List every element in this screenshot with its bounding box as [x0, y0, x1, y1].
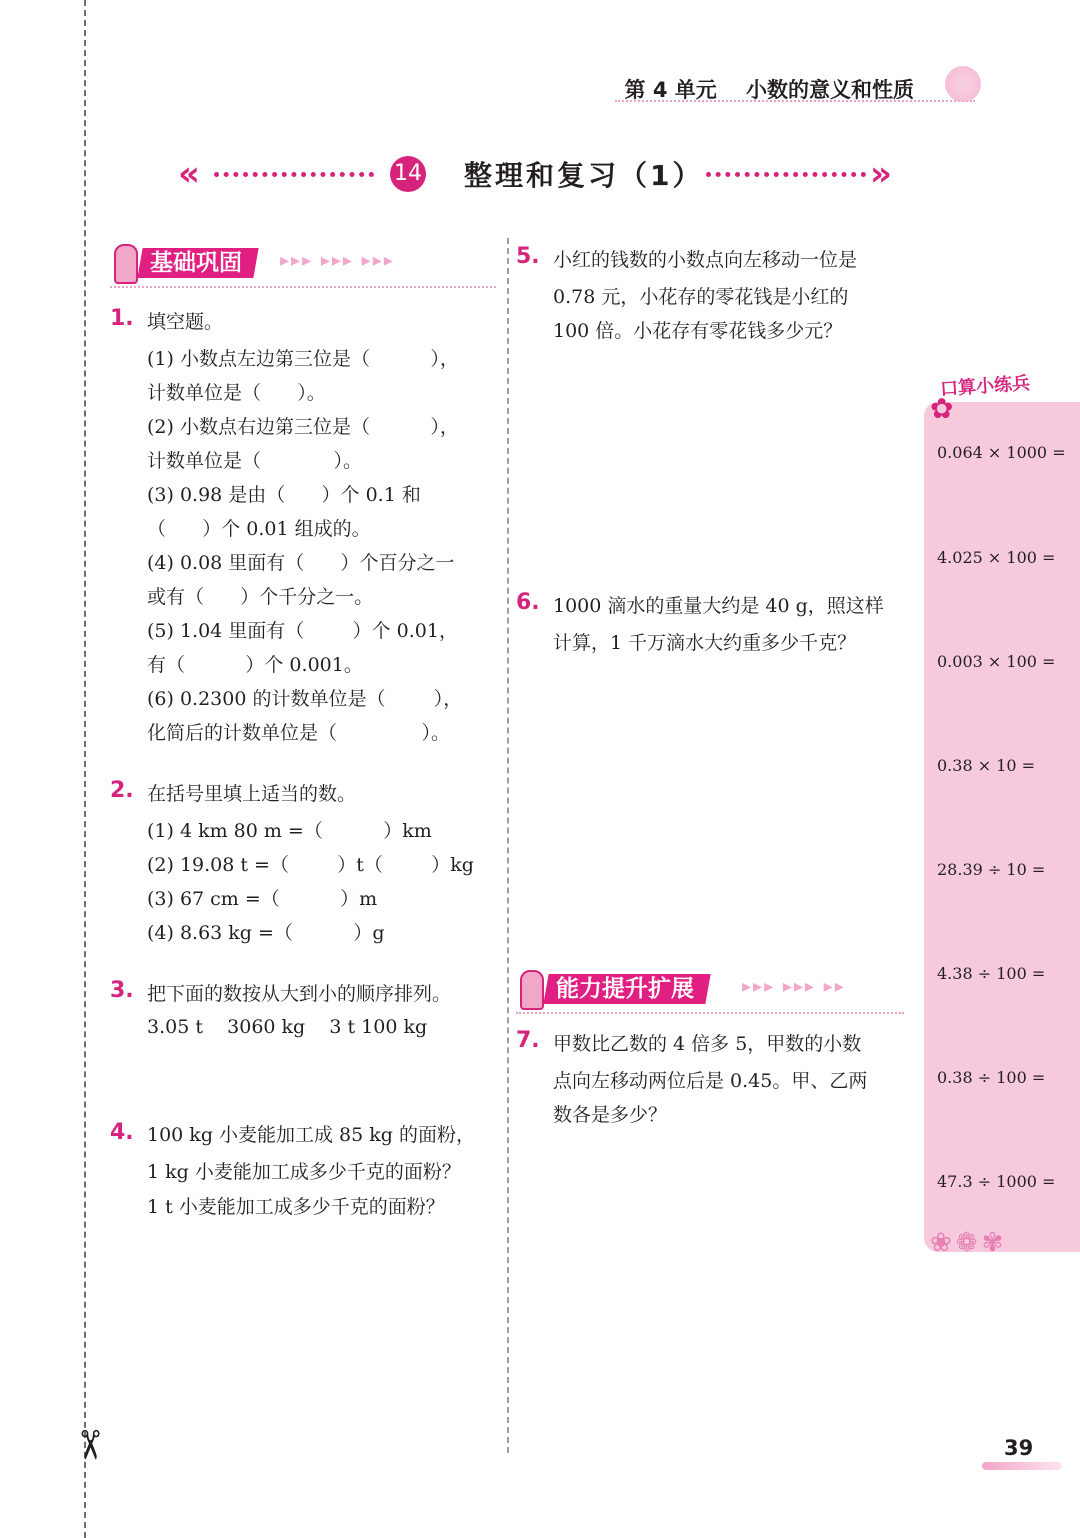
q7-line: 甲数比乙数的 4 倍多 5，甲数的小数 — [553, 1033, 862, 1055]
section-basic-header — [110, 244, 500, 278]
lesson-title — [178, 150, 902, 198]
q1-line: (6) 0.2300 的计数单位是（ ）， — [147, 688, 463, 710]
q1-line: 或有（ ）个千分之一。 — [147, 586, 374, 608]
girl-mascot-icon — [520, 970, 544, 1010]
section-divider — [110, 286, 496, 288]
q4-line: 1 t 小麦能加工成多少千克的面粉？ — [147, 1196, 445, 1218]
q6-line: 计算，1 千万滴水大约重多少千克？ — [553, 632, 857, 654]
section-advanced-label: 能力提升扩展 — [543, 974, 710, 1004]
q4-line: 1 kg 小麦能加工成多少千克的面粉？ — [147, 1161, 461, 1183]
oral-item: 0.003 × 100 = — [937, 652, 1056, 671]
q5-line: 小红的钱数的小数点向左移动一位是 — [553, 249, 858, 271]
question-number: 4. — [110, 1120, 134, 1145]
q3-line: 3.05 t 3060 kg 3 t 100 kg — [147, 1016, 428, 1038]
q1-line: 化简后的计数单位是（ ）。 — [147, 722, 451, 744]
q1-line: (5) 1.04 里面有（ ）个 0.01， — [147, 620, 458, 642]
q7-line: 数各是多少？ — [553, 1104, 668, 1126]
oral-item: 28.39 ÷ 10 = — [937, 860, 1046, 879]
lesson-number-badge: 14 — [390, 156, 426, 192]
arrow-trail-icon: ▸▸▸ ▸▸▸ ▸▸ — [742, 976, 846, 997]
question-number: 6. — [516, 590, 540, 615]
flower-icon — [945, 66, 981, 102]
q1-line: 计数单位是（ ）。 — [147, 382, 326, 404]
q2-line: (4) 8.63 kg =（ ）g — [147, 922, 385, 944]
question-number: 1. — [110, 306, 134, 331]
shell-decoration-icon: ❀❁✾ — [930, 1228, 1008, 1258]
arrow-trail-icon: ▸▸▸ ▸▸▸ ▸▸▸ — [280, 250, 395, 271]
oral-practice-panel — [924, 402, 1080, 1252]
double-right-arrow-icon: » — [870, 154, 892, 194]
header-underline — [615, 100, 975, 102]
oral-item: 47.3 ÷ 1000 = — [937, 1172, 1056, 1191]
oral-item: 4.38 ÷ 100 = — [937, 964, 1046, 983]
q5-line: 0.78 元，小花存的零花钱是小红的 — [553, 286, 849, 308]
q1-line: (1) 小数点左边第三位是（ ）， — [147, 348, 459, 370]
oral-item: 0.064 × 1000 = — [937, 443, 1066, 462]
title-dots-right — [706, 172, 866, 183]
page-number-bar — [982, 1462, 1062, 1470]
scissors-icon: ✂ — [65, 1428, 112, 1462]
lesson-title-text: 整理和复习（1） — [464, 159, 704, 192]
q1-line: （ ）个 0.01 组成的。 — [147, 518, 371, 540]
page-number: 39 — [1004, 1436, 1034, 1460]
question-number: 7. — [516, 1028, 540, 1053]
section-basic-label: 基础巩固 — [137, 248, 258, 278]
oral-item: 0.38 × 10 = — [937, 756, 1036, 775]
double-left-arrow-icon: « — [178, 154, 200, 194]
section-advanced-header — [516, 970, 908, 1004]
girl-mascot-icon — [114, 244, 138, 284]
q6-line: 1000 滴水的重量大约是 40 g，照这样 — [553, 595, 884, 617]
q5-line: 100 倍。小花存有零花钱多少元？ — [553, 320, 843, 342]
flower-icon: ✿ — [930, 392, 954, 425]
q2-line: (2) 19.08 t =（ ）t（ ）kg — [147, 854, 474, 876]
q1-line: (2) 小数点右边第三位是（ ）， — [147, 416, 459, 438]
column-divider — [507, 238, 509, 1453]
question-number: 2. — [110, 778, 134, 803]
section-divider — [516, 1012, 904, 1014]
question-number: 5. — [516, 244, 540, 269]
oral-item: 0.38 ÷ 100 = — [937, 1068, 1046, 1087]
cut-line — [84, 0, 86, 1538]
oral-item: 4.025 × 100 = — [937, 548, 1056, 567]
unit-header: 第 4 单元 小数的意义和性质 — [624, 78, 914, 102]
q1-line: 有（ ）个 0.001。 — [147, 654, 363, 676]
q2-line: (3) 67 cm =（ ）m — [147, 888, 378, 910]
q4-line: 100 kg 小麦能加工成 85 kg 的面粉， — [147, 1124, 475, 1146]
q1-line: (3) 0.98 是由（ ）个 0.1 和 — [147, 484, 421, 506]
question-stem: 填空题。 — [147, 311, 224, 333]
q1-line: (4) 0.08 里面有（ ）个百分之一 — [147, 552, 455, 574]
question-stem: 把下面的数按从大到小的顺序排列。 — [147, 983, 452, 1005]
q7-line: 点向左移动两位后是 0.45。甲、乙两 — [553, 1070, 868, 1092]
question-number: 3. — [110, 978, 134, 1003]
question-stem: 在括号里填上适当的数。 — [147, 783, 357, 805]
title-dots-left — [214, 172, 374, 183]
q1-line: 计数单位是（ ）。 — [147, 450, 362, 472]
q2-line: (1) 4 km 80 m =（ ）km — [147, 820, 432, 842]
oral-practice-title: 口算小练兵 — [939, 372, 1031, 401]
